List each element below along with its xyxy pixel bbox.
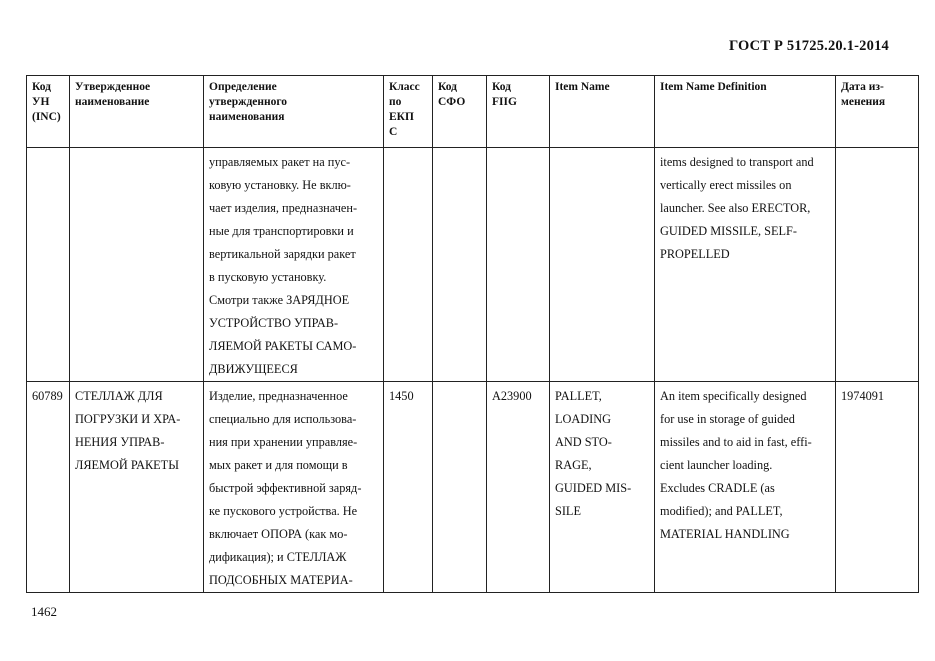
cell-text-line: УН bbox=[32, 96, 50, 108]
cell-text-line: вертикальной зарядки ракет bbox=[209, 247, 356, 261]
cell-text-line: vertically erect missiles on bbox=[660, 178, 792, 192]
cell-text-line: SILE bbox=[555, 504, 581, 518]
cell-text-line: утвержденного bbox=[209, 96, 288, 108]
cell-text-line: PROPELLED bbox=[660, 247, 730, 261]
cell-text-line: Item Name Definition bbox=[660, 81, 767, 93]
cell-text-line: дификация); и СТЕЛЛАЖ bbox=[209, 550, 347, 564]
cell-text-line: СТЕЛЛАЖ ДЛЯ bbox=[75, 389, 163, 403]
cell-text-line: специально для использова- bbox=[209, 412, 357, 426]
cell-text-line: Изделие, предназначенное bbox=[209, 389, 348, 403]
cell-text-line: PALLET, bbox=[555, 389, 602, 403]
header-item-name-definition bbox=[655, 76, 836, 148]
cell-item-name bbox=[550, 148, 655, 382]
table-row-continuation bbox=[27, 148, 919, 382]
cell-text-line: НЕНИЯ УПРАВ- bbox=[75, 435, 165, 449]
cell-text-line: ПОГРУЗКИ И ХРА- bbox=[75, 412, 181, 426]
cell-item-name-definition bbox=[655, 148, 836, 382]
cell-text-line: ния при хранении управляе- bbox=[209, 435, 358, 449]
cell-text-line: Смотри также ЗАРЯДНОЕ bbox=[209, 293, 350, 307]
cell-change-date: 1974091 bbox=[836, 382, 919, 593]
cell-text-line: наименование bbox=[75, 96, 150, 108]
cell-text-line: мых ракет и для помощи в bbox=[209, 458, 348, 472]
header-inc bbox=[27, 76, 70, 148]
header-approved-name bbox=[70, 76, 204, 148]
cell-inc bbox=[27, 148, 70, 382]
cell-ekps-class: 1450 bbox=[384, 382, 433, 593]
header-sfo-code bbox=[433, 76, 487, 148]
cell-text-line: GUIDED MIS- bbox=[555, 481, 632, 495]
cell-item-name bbox=[550, 382, 655, 593]
cell-text-line: GUIDED MISSILE, SELF- bbox=[660, 224, 797, 238]
cell-definition bbox=[204, 148, 384, 382]
cell-text-line: cient launcher loading. bbox=[660, 458, 773, 472]
cell-text-line: включает ОПОРА (как мо- bbox=[209, 527, 348, 541]
cell-inc: 60789 bbox=[27, 382, 70, 593]
cell-fiig-code bbox=[487, 148, 550, 382]
cell-text-line: ковую установку. Не вклю- bbox=[209, 178, 351, 192]
cell-text-line: менения bbox=[841, 96, 886, 108]
cell-text-line: Класс bbox=[389, 81, 420, 93]
cell-text-line: ПОДСОБНЫХ МАТЕРИА- bbox=[209, 573, 353, 587]
cell-change-date bbox=[836, 148, 919, 382]
header-change-date bbox=[836, 76, 919, 148]
cell-text-line: Код bbox=[32, 81, 52, 93]
cell-text-line: MATERIAL HANDLING bbox=[660, 527, 790, 541]
cell-text-line: чает изделия, предназначен- bbox=[209, 201, 358, 215]
cell-text-line: по bbox=[389, 96, 402, 108]
cell-item-name-definition bbox=[655, 382, 836, 593]
page-number: 1462 bbox=[31, 604, 57, 619]
cell-text-line: Дата из- bbox=[841, 81, 884, 93]
catalog-table bbox=[26, 75, 919, 593]
cell-text-line: Утвержденное bbox=[75, 81, 151, 93]
header-item-name bbox=[550, 76, 655, 148]
cell-text-line: в пусковую установку. bbox=[209, 270, 327, 284]
cell-text-line: modified); and PALLET, bbox=[660, 504, 783, 518]
cell-definition bbox=[204, 382, 384, 593]
cell-sfo-code bbox=[433, 148, 487, 382]
document-standard-title: ГОСТ Р 51725.20.1-2014 bbox=[728, 38, 889, 54]
header-ekps-class bbox=[384, 76, 433, 148]
cell-text-line: ЛЯЕМОЙ РАКЕТЫ САМО- bbox=[209, 339, 357, 353]
cell-text-line: Код bbox=[492, 81, 512, 93]
cell-text-line: RAGE, bbox=[555, 458, 592, 472]
cell-text-line: УСТРОЙСТВО УПРАВ- bbox=[209, 316, 339, 330]
cell-fiig-code: A23900 bbox=[487, 382, 550, 593]
cell-approved-name bbox=[70, 148, 204, 382]
cell-text-line: launcher. See also ERECTOR, bbox=[660, 201, 811, 215]
cell-text-line: (INC) bbox=[32, 111, 61, 123]
cell-text-line: LOADING bbox=[555, 412, 612, 426]
table-row-pallet bbox=[27, 382, 919, 593]
cell-text-line: ДВИЖУЩЕЕСЯ bbox=[209, 362, 298, 376]
cell-text-line: Item Name bbox=[555, 81, 610, 93]
cell-text-line: наименования bbox=[209, 111, 285, 123]
header-row bbox=[27, 76, 919, 148]
cell-text-line: missiles and to aid in fast, effi- bbox=[660, 435, 812, 449]
cell-ekps-class bbox=[384, 148, 433, 382]
cell-text-line: ные для транспортировки и bbox=[209, 224, 354, 238]
cell-text-line: items designed to transport and bbox=[660, 155, 814, 169]
header-definition bbox=[204, 76, 384, 148]
cell-sfo-code bbox=[433, 382, 487, 593]
cell-text-line: AND STO- bbox=[555, 435, 612, 449]
cell-text-line: Excludes CRADLE (as bbox=[660, 481, 775, 495]
cell-text-line: С bbox=[389, 126, 398, 138]
cell-text-line: An item specifically designed bbox=[660, 389, 807, 403]
cell-text-line: Определение bbox=[209, 81, 277, 93]
cell-text-line: быстрой эффективной заряд- bbox=[209, 481, 362, 495]
cell-text-line: управляемых ракет на пус- bbox=[209, 155, 351, 169]
cell-text-line: ЛЯЕМОЙ РАКЕТЫ bbox=[75, 458, 179, 472]
cell-text-line: Код bbox=[438, 81, 458, 93]
cell-approved-name bbox=[70, 382, 204, 593]
cell-text-line: for use in storage of guided bbox=[660, 412, 795, 426]
cell-text-line: ЕКП bbox=[389, 111, 414, 123]
cell-text-line: ке пускового устройства. Не bbox=[209, 504, 358, 518]
cell-text-line: FIIG bbox=[492, 96, 517, 108]
header-fiig-code bbox=[487, 76, 550, 148]
cell-text-line: СФО bbox=[438, 96, 466, 108]
